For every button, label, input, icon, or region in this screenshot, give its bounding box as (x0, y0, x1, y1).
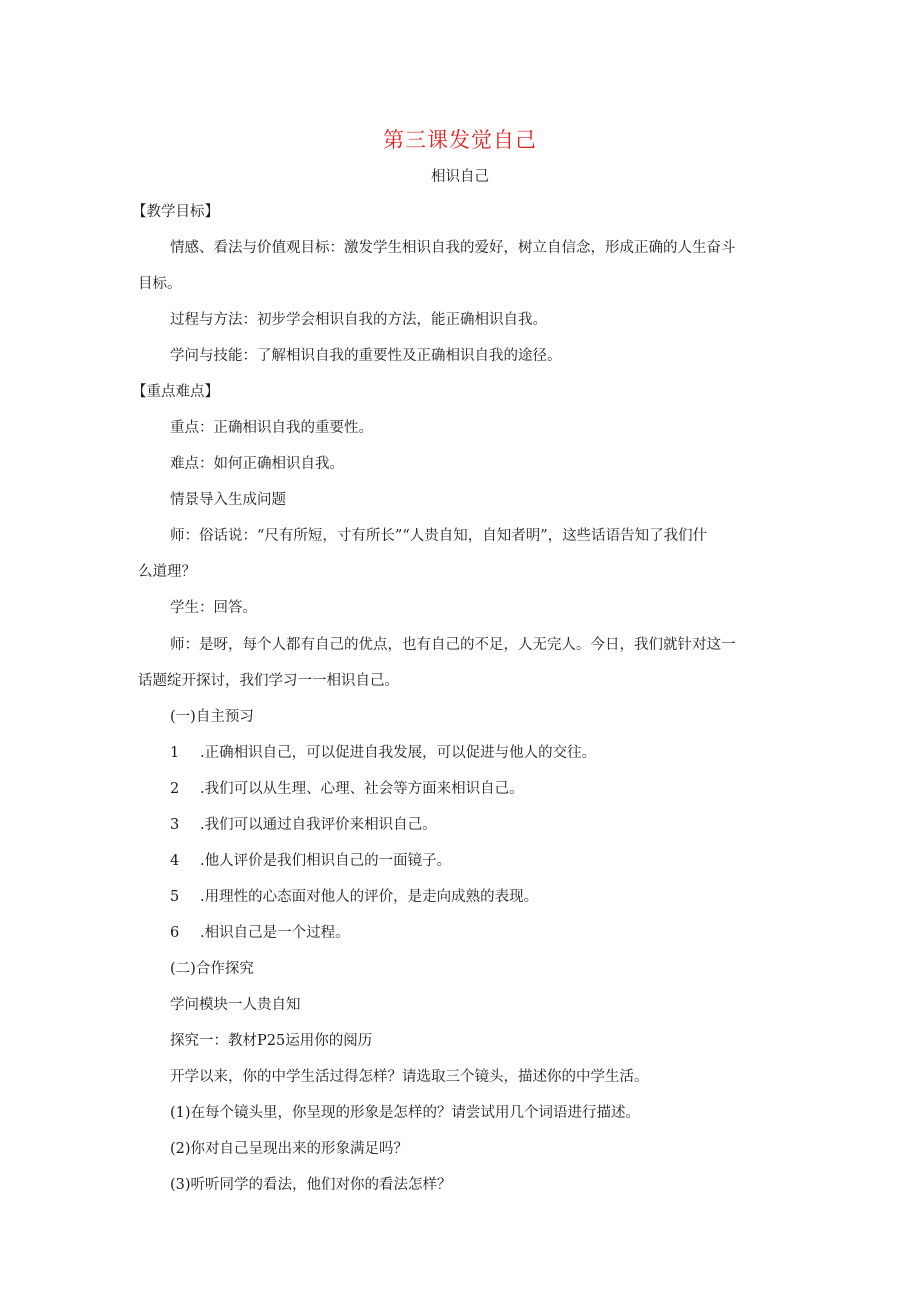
section1-heading: (一)自主预习 (170, 709, 254, 725)
list-item-number: 2 (170, 781, 180, 797)
key-heading: 【重点难点】 (132, 384, 219, 400)
objective-process: 过程与方法：初步学会相识自我的方法，能正确相识自我。 (170, 312, 547, 328)
list-item-text: .我们可以通过自我评价来相识自己。 (200, 817, 437, 833)
document-title: 第三课发觉自己 (383, 128, 537, 152)
list-item-number: 3 (170, 817, 180, 833)
list-item (170, 771, 820, 807)
list-item-number: 1 (170, 745, 180, 761)
list-item-text: .相识自己是一个过程。 (200, 925, 350, 941)
teacher-statement-line1: 师：是呀，每个人都有自己的优点，也有自己的不足，人无完人。今日，我们就针对这一 (170, 637, 736, 653)
objectives-heading: 【教学目标】 (132, 204, 219, 220)
teacher-statement-line2: 话题绽开探讨，我们学习一一相识自己。 (138, 673, 399, 689)
scene-intro: 情景导入生成问题 (170, 492, 286, 508)
objective-knowledge: 学问与技能：了解相识自我的重要性及正确相识自我的途径。 (170, 348, 562, 364)
list-item (170, 915, 820, 951)
list-item-text: .正确相识自己，可以促进自我发展，可以促进与他人的交往。 (200, 745, 597, 761)
explore1-prompt: 开学以来，你的中学生活过得怎样？请选取三个镜头，描述你的中学生活。 (170, 1069, 649, 1085)
question-item: (1)在每个镜头里，你呈现的形象是怎样的？请尝试用几个词语进行描述。 (170, 1105, 641, 1121)
list-item (170, 879, 820, 915)
list-item-text: .用理性的心态面对他人的评价，是走向成熟的表现。 (200, 889, 539, 905)
list-item (170, 807, 820, 843)
key-point: 重点：正确相识自我的重要性。 (170, 420, 373, 436)
document-subtitle: 相识自己 (431, 169, 489, 185)
explore1-heading: 探究一：教材P25运用你的阅历 (170, 1033, 373, 1049)
list-item (170, 843, 820, 879)
list-item-number: 6 (170, 925, 180, 941)
section2-heading: (二)合作探究 (170, 961, 254, 977)
student-answer: 学生：回答。 (170, 600, 257, 616)
module-heading: 学问模块一人贵自知 (170, 997, 301, 1013)
difficult-point: 难点：如何正确相识自我。 (170, 456, 344, 472)
objective-emotion-line2: 目标。 (138, 276, 182, 292)
list-item (170, 735, 820, 771)
list-item-number: 5 (170, 889, 180, 905)
objective-emotion-line1: 情感、看法与价值观目标：激发学生相识自我的爱好，树立自信念，形成正确的人生奋斗 (170, 240, 736, 256)
question-item: (2)你对自己呈现出来的形象满足吗？ (170, 1141, 409, 1157)
question-item: (3)听听同学的看法，他们对你的看法怎样？ (170, 1177, 452, 1193)
list-item-number: 4 (170, 853, 180, 869)
teacher-question-line2: 么道理？ (138, 564, 196, 580)
list-item-text: .我们可以从生理、心理、社会等方面来相识自己。 (200, 781, 524, 797)
list-item-text: .他人评价是我们相识自己的一面镜子。 (200, 853, 452, 869)
teacher-question-line1: 师：俗话说：“尺有所短，寸有所长”“人贵自知，自知者明”，这些话语告知了我们什 (170, 528, 708, 544)
